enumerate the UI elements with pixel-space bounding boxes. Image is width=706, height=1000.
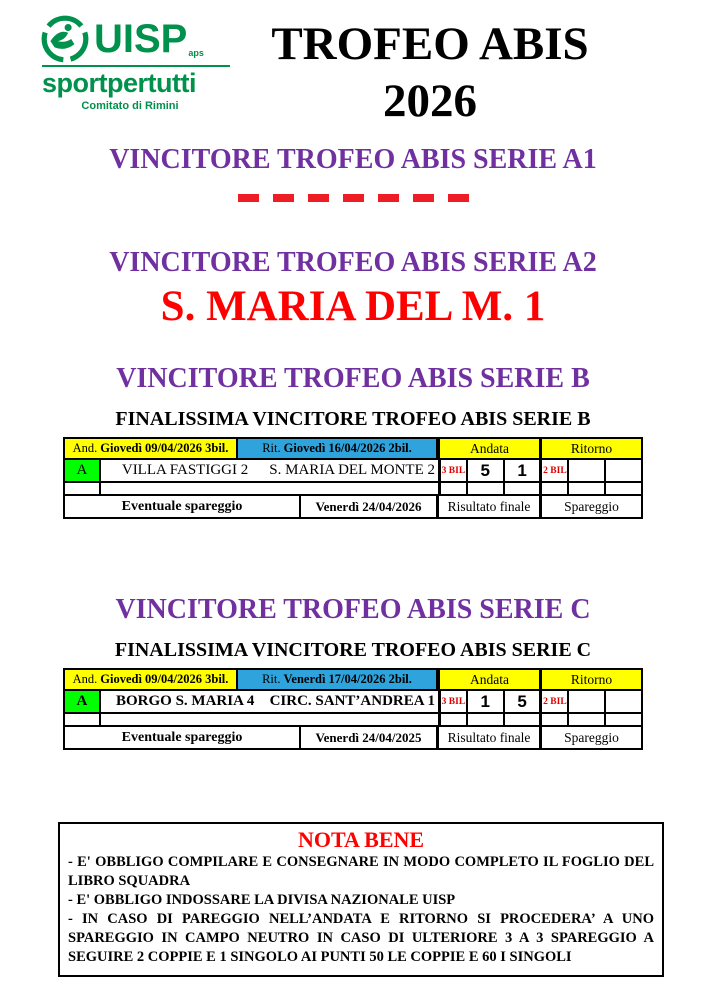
table-row	[65, 689, 641, 712]
teams-cell	[99, 460, 438, 481]
ritorno-date: Venerdì 17/04/2026 2bil.	[283, 672, 412, 686]
empty-cell	[503, 714, 540, 725]
ritorno-date-cell	[236, 670, 436, 689]
table-row	[65, 458, 641, 481]
ritorno-bil-cell: 2 BIL	[539, 460, 567, 481]
winner-placeholder-dash	[238, 194, 259, 202]
table-row	[65, 494, 641, 517]
serie-a1-winner-placeholder	[0, 194, 706, 203]
andata-date-cell	[65, 439, 236, 458]
ritorno-column-header: Ritorno	[539, 439, 641, 458]
andata-home-score: 1	[466, 691, 503, 712]
uisp-logo	[40, 14, 232, 136]
serie-a2-winner: S. MARIA DEL M. 1	[160, 283, 546, 330]
ritorno-away-score	[604, 460, 641, 481]
final-result-label-cell: Risultato finale	[436, 727, 539, 748]
empty-cell	[567, 714, 604, 725]
page-header	[0, 0, 706, 136]
group-cell: A	[65, 691, 99, 712]
playoff-label-cell: Eventuale spareggio	[121, 498, 243, 514]
andata-bil-cell: 3 BIL	[438, 460, 466, 481]
playoff-label-cell: Eventuale spareggio	[121, 729, 243, 745]
serie-b-final-table	[63, 437, 643, 519]
final-result-label-cell: Risultato finale	[436, 496, 539, 517]
andata-away-score: 1	[503, 460, 540, 481]
andata-away-score: 5	[503, 691, 540, 712]
empty-cell	[438, 714, 466, 725]
serie-c-final-table	[63, 668, 643, 750]
logo-divider	[42, 65, 230, 67]
page-title-line2: 2026	[383, 75, 477, 127]
ritorno-bil-cell: 2 BIL	[539, 691, 567, 712]
winner-placeholder-dash	[413, 194, 434, 202]
nota-item: - IN CASO DI PAREGGIO NELL’ANDATA E RITORNO SI PROCEDERA’ A UNO SPAREGGIO IN CAMPO NEUTRO IN CASO DI ULTERIORE 3 A 3 SPAREGGIO A SEGUIRE 2 COPPIE E 1 SINGOLO AI PUNTI 50 LE COPPIE E 60 I SINGOLI	[68, 911, 654, 965]
empty-cell	[438, 483, 466, 494]
serie-b-final-title: FINALISSIMA VINCITORE TROFEO ABIS SERIE B	[115, 408, 591, 430]
table-row	[65, 670, 641, 689]
empty-cell	[604, 483, 641, 494]
away-team: CIRC. SANT’ANDREA 1	[269, 693, 435, 709]
serie-c-heading: VINCITORE TROFEO ABIS SERIE C	[115, 594, 591, 625]
table-row	[65, 725, 641, 748]
empty-cell	[65, 483, 99, 494]
empty-cell	[539, 714, 567, 725]
uisp-emblem-icon	[40, 14, 90, 64]
serie-c-final-title: FINALISSIMA VINCITORE TROFEO ABIS SERIE C	[114, 639, 592, 661]
away-team: S. MARIA DEL MONTE 2	[269, 462, 435, 478]
group-cell: A	[65, 460, 99, 481]
ritorno-prefix: Rit.	[262, 672, 281, 686]
serie-a1-heading: VINCITORE TROFEO ABIS SERIE A1	[109, 144, 597, 175]
home-team: BORGO S. MARIA 4	[116, 693, 255, 709]
empty-cell	[65, 714, 99, 725]
ritorno-date-cell	[236, 439, 436, 458]
andata-date: Giovedì 09/04/2026 3bil.	[100, 672, 229, 686]
ritorno-column-header: Ritorno	[539, 670, 641, 689]
ritorno-home-score	[567, 460, 604, 481]
ritorno-away-score	[604, 691, 641, 712]
ritorno-home-score	[567, 691, 604, 712]
logo-tagline: sportpertutti	[42, 68, 196, 98]
ritorno-prefix: Rit.	[262, 441, 281, 455]
serie-a2-heading: VINCITORE TROFEO ABIS SERIE A2	[109, 247, 597, 278]
empty-cell	[604, 714, 641, 725]
uisp-wordmark: UISP	[94, 17, 188, 61]
playoff-date-cell: Venerdì 24/04/2026	[299, 496, 436, 517]
winner-placeholder-dash	[308, 194, 329, 202]
table-row	[65, 712, 641, 725]
table-row	[65, 481, 641, 494]
nota-bene-title: NOTA BENE	[297, 827, 425, 852]
nota-item: - E' OBBLIGO INDOSSARE LA DIVISA NAZIONALE UISP	[68, 892, 456, 908]
winner-placeholder-dash	[448, 194, 469, 202]
uisp-aps-suffix: aps	[188, 48, 204, 58]
home-team: VILLA FASTIGGI 2	[121, 462, 249, 478]
andata-prefix: And.	[72, 441, 98, 455]
empty-cell	[99, 714, 438, 725]
andata-date-cell	[65, 670, 236, 689]
andata-date: Giovedì 09/04/2026 3bil.	[100, 441, 229, 455]
playoff-column-label-cell: Spareggio	[539, 496, 641, 517]
playoff-column-label-cell: Spareggio	[539, 727, 641, 748]
playoff-date-cell: Venerdì 24/04/2025	[299, 727, 436, 748]
empty-cell	[466, 483, 503, 494]
empty-cell	[567, 483, 604, 494]
nota-item: - E' OBBLIGO COMPILARE E CONSEGNARE IN MODO COMPLETO IL FOGLIO DEL LIBRO SQUADRA	[68, 854, 654, 889]
page-title-line1: TROFEO ABIS	[271, 18, 589, 70]
logo-committee: Comitato di Rimini	[81, 100, 179, 112]
nota-bene-box	[58, 822, 664, 977]
empty-cell	[503, 483, 540, 494]
winner-placeholder-dash	[378, 194, 399, 202]
winner-placeholder-dash	[273, 194, 294, 202]
ritorno-date: Giovedì 16/04/2026 2bil.	[283, 441, 412, 455]
empty-cell	[539, 483, 567, 494]
andata-home-score: 5	[466, 460, 503, 481]
winner-placeholder-dash	[343, 194, 364, 202]
empty-cell	[466, 714, 503, 725]
andata-column-header: Andata	[436, 670, 539, 689]
andata-column-header: Andata	[436, 439, 539, 458]
page-title	[232, 14, 706, 136]
empty-cell	[99, 483, 438, 494]
andata-bil-cell: 3 BIL	[438, 691, 466, 712]
teams-cell	[99, 691, 438, 712]
table-row	[65, 439, 641, 458]
andata-prefix: And.	[72, 672, 98, 686]
serie-b-heading: VINCITORE TROFEO ABIS SERIE B	[116, 363, 590, 394]
